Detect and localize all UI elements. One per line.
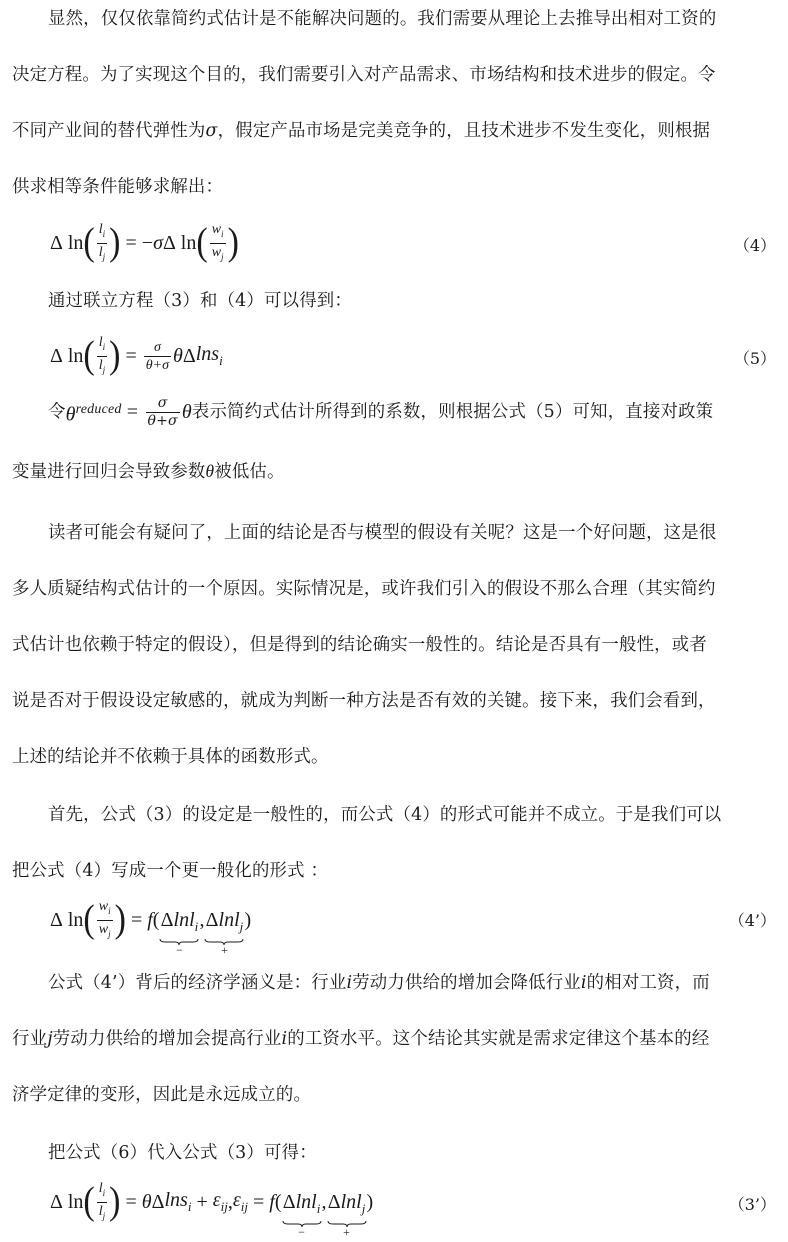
theta-reduced-line2: 变量进行回归会导致参数θ被低估。 — [12, 461, 285, 482]
equation-5: Δ ln ( $\frac{l_i}{l_j}$ ) = $\frac{\sigma}{\theta+\sigma}$ θ Δ lns$_i$ — [50, 334, 223, 377]
para4-line2: 行业j劳动力供给的增加会提高行业i的工资水平。这个结论其实就是需求定律这个基本的经 — [12, 1029, 710, 1049]
text-after-eq4: 通过联立方程（3）和（4）可以得到： — [48, 291, 352, 311]
para2-line4: 说是否对于假设设定敏感的，就成为判断一种方法是否有效的关键。接下来，我们会看到， — [12, 691, 716, 711]
equation-3-prime-number: （3’） — [728, 1195, 776, 1214]
equation-3-prime: Δ ln ( $\frac{l_i}{l_j}$ ) = θ Δ lns$_i$ + $\varepsilon_{ij}$ , $\varepsilon_{ij}$ = f ( Δlnl$_i$ − , Δlnl$_j$ + ) — [50, 1180, 374, 1239]
para2-line3: 式估计也依赖于特定的假设），但是得到的结论确实一般性的。结论是否具有一般性，或者 — [12, 635, 707, 655]
para4-line3: 济学定律的变形，因此是永远成立的。 — [12, 1085, 312, 1105]
para5-line1: 把公式（6）代入公式（3）可得： — [48, 1143, 317, 1163]
para4-line1: 公式（4’）背后的经济学涵义是：行业i劳动力供给的增加会降低行业i的相对工资，而 — [48, 973, 710, 993]
para3-line1: 首先，公式（3）的设定是一般性的，而公式（4）的形式可能并不成立。于是我们可以 — [48, 805, 722, 825]
para2-line5: 上述的结论并不依赖于具体的函数形式。 — [12, 747, 329, 767]
para1-line4: 供求相等条件能够求解出： — [12, 177, 224, 197]
equation-5-number: （5） — [733, 349, 776, 368]
para2-line2: 多人质疑结构式估计的一个原因。实际情况是，或许我们引入的假设不那么合理（其实简约 — [12, 579, 716, 599]
equation-4-prime-number: （4’） — [728, 911, 776, 930]
theta-reduced-line: 令 $\theta^{reduced}$ = $\frac{\sigma}{\theta+\sigma}$ θ 表示简约式估计所得到的系数，则根据公式（5）可知，直接对政策 — [48, 394, 714, 429]
para3-line2: 把公式（4）写成一个更一般化的形式 ： — [12, 861, 329, 881]
para2-line1: 读者可能会有疑问了，上面的结论是否与模型的假设有关呢？这是一个好问题，这是很 — [48, 523, 717, 543]
equation-4: Δ ln ( $\frac{l_i}{l_j}$ ) = − σ Δ ln ( $\frac{w_i}{w_j}$ ) — [50, 221, 239, 264]
para1-line3: 不同产业间的替代弹性为σ，假定产品市场是完美竞争的，且技术进步不发生变化，则根据 — [12, 121, 711, 141]
para1-line2: 决定方程。为了实现这个目的，我们需要引入对产品需求、市场结构和技术进步的假定。令 — [12, 65, 716, 85]
equation-4-number: （4） — [733, 236, 776, 255]
para1-line1: 显然，仅仅依靠简约式估计是不能解决问题的。我们需要从理论上去推导出相对工资的 — [48, 9, 717, 29]
equation-4-prime: Δ ln ( $\frac{w_i}{w_j}$ ) = f ( Δlnl$_i$ − , Δlnl$_j$ + ) — [50, 898, 252, 957]
